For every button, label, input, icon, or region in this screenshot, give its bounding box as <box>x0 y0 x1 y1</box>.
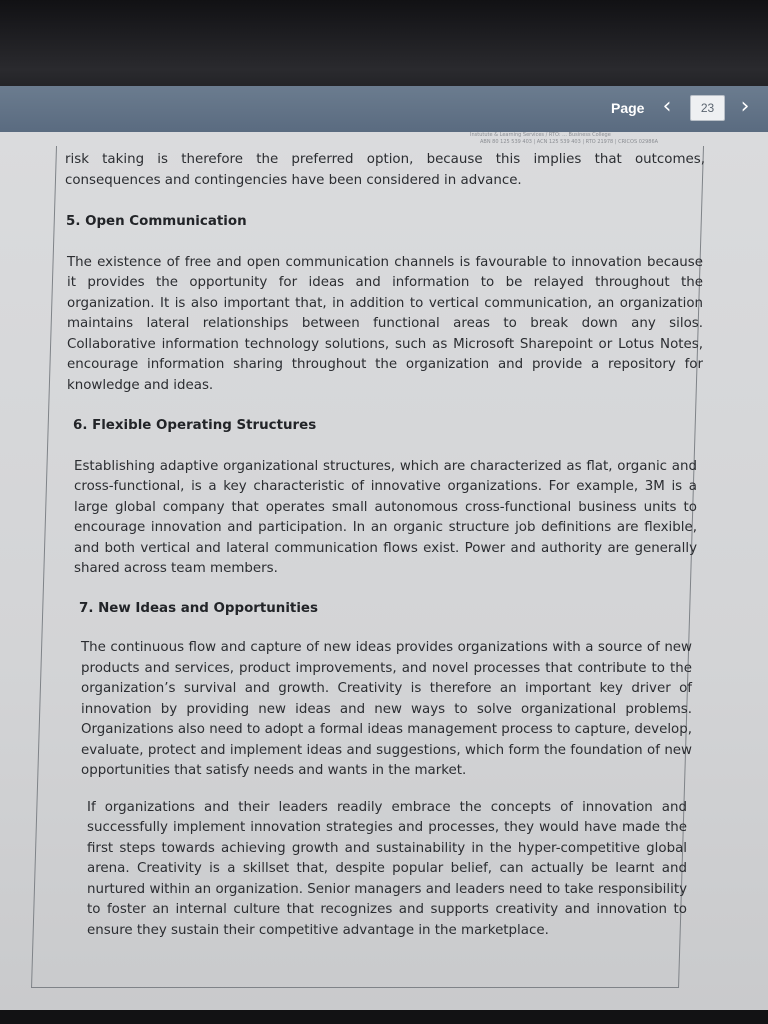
page-label: Page <box>611 100 645 116</box>
document-body <box>65 150 705 941</box>
previous-page-icon[interactable]: ‹ <box>662 94 672 119</box>
section-heading-open-communication: 5. Open Communication <box>66 214 247 229</box>
next-page-icon[interactable]: › <box>740 94 750 119</box>
header-institution-line: Instutute & Learning Services / RTO: ... Business College <box>470 132 611 138</box>
page-number-input[interactable]: 23 <box>690 95 725 121</box>
section-paragraph-conclusion: If organizations and their leaders readily embrace the concepts of innovation and successfully implement innovation strategies and processes, they would have made the first steps towards achieving growth and sustainability in the hyper-competitive global arena. Creativity is a skillset that, despite popular belief, can actually be learnt and nurtured within an organization. Senior managers and leaders need to take responsibility to foster an internal culture that recognizes and supports creativity and innovation to ensure they sustain their competitive advantage in the marketplace. <box>87 799 687 938</box>
page-header <box>0 132 768 146</box>
header-registration-line: ABN 80 125 539 403 | ACN 125 539 403 | RTO 21978 | CRICOS 02986A <box>480 139 659 145</box>
section-heading-flexible-structures: 6. Flexible Operating Structures <box>73 418 317 433</box>
viewer-toolbar <box>0 86 768 132</box>
intro-paragraph: risk taking is therefore the preferred option, because this implies that outcomes, consequences and contingencies have been considered in advance. <box>65 152 705 188</box>
section-paragraph-new-ideas: The continuous flow and capture of new ideas provides organizations with a source of new products and services, product improvements, and novel processes that contribute to the organization’s survival and growth. Creativity is therefore an important key driver of innovation by providing new ideas and new ways to solve organizational problems. Organizations also need to adopt a formal ideas management process to capture, develop, evaluate, protect and implement ideas and suggestions, which form the foundation of new opportunities that satisfy needs and wants in the market. <box>81 640 692 778</box>
section-heading-new-ideas: 7. New Ideas and Opportunities <box>79 600 318 616</box>
section-paragraph-flexible-structures: Establishing adaptive organizational structures, which are characterized as flat, organic and cross-functional, is a key characteristic of innovative organizations. For example, 3M is a large global company that operates small autonomous cross-functional business units to encourage innovation and participation. In an organic structure job definitions are flexible, and both vertical and lateral communication flows exist. Power and authority are generally shared across team members. <box>74 458 697 576</box>
document-page <box>0 132 768 1010</box>
section-paragraph-open-communication: The existence of free and open communication channels is favourable to innovation because it provides the opportunity for ideas and information to be relayed throughout the organization. It is also important that, in addition to vertical communication, an organization maintains lateral relationships between functional areas to break down any silos. Collaborative information technology solutions, such as Microsoft Sharepoint or Lotus Notes, encourage information sharing throughout the organization and provide a repository for knowledge and ideas. <box>67 254 703 393</box>
screen-bezel <box>0 1010 768 1024</box>
